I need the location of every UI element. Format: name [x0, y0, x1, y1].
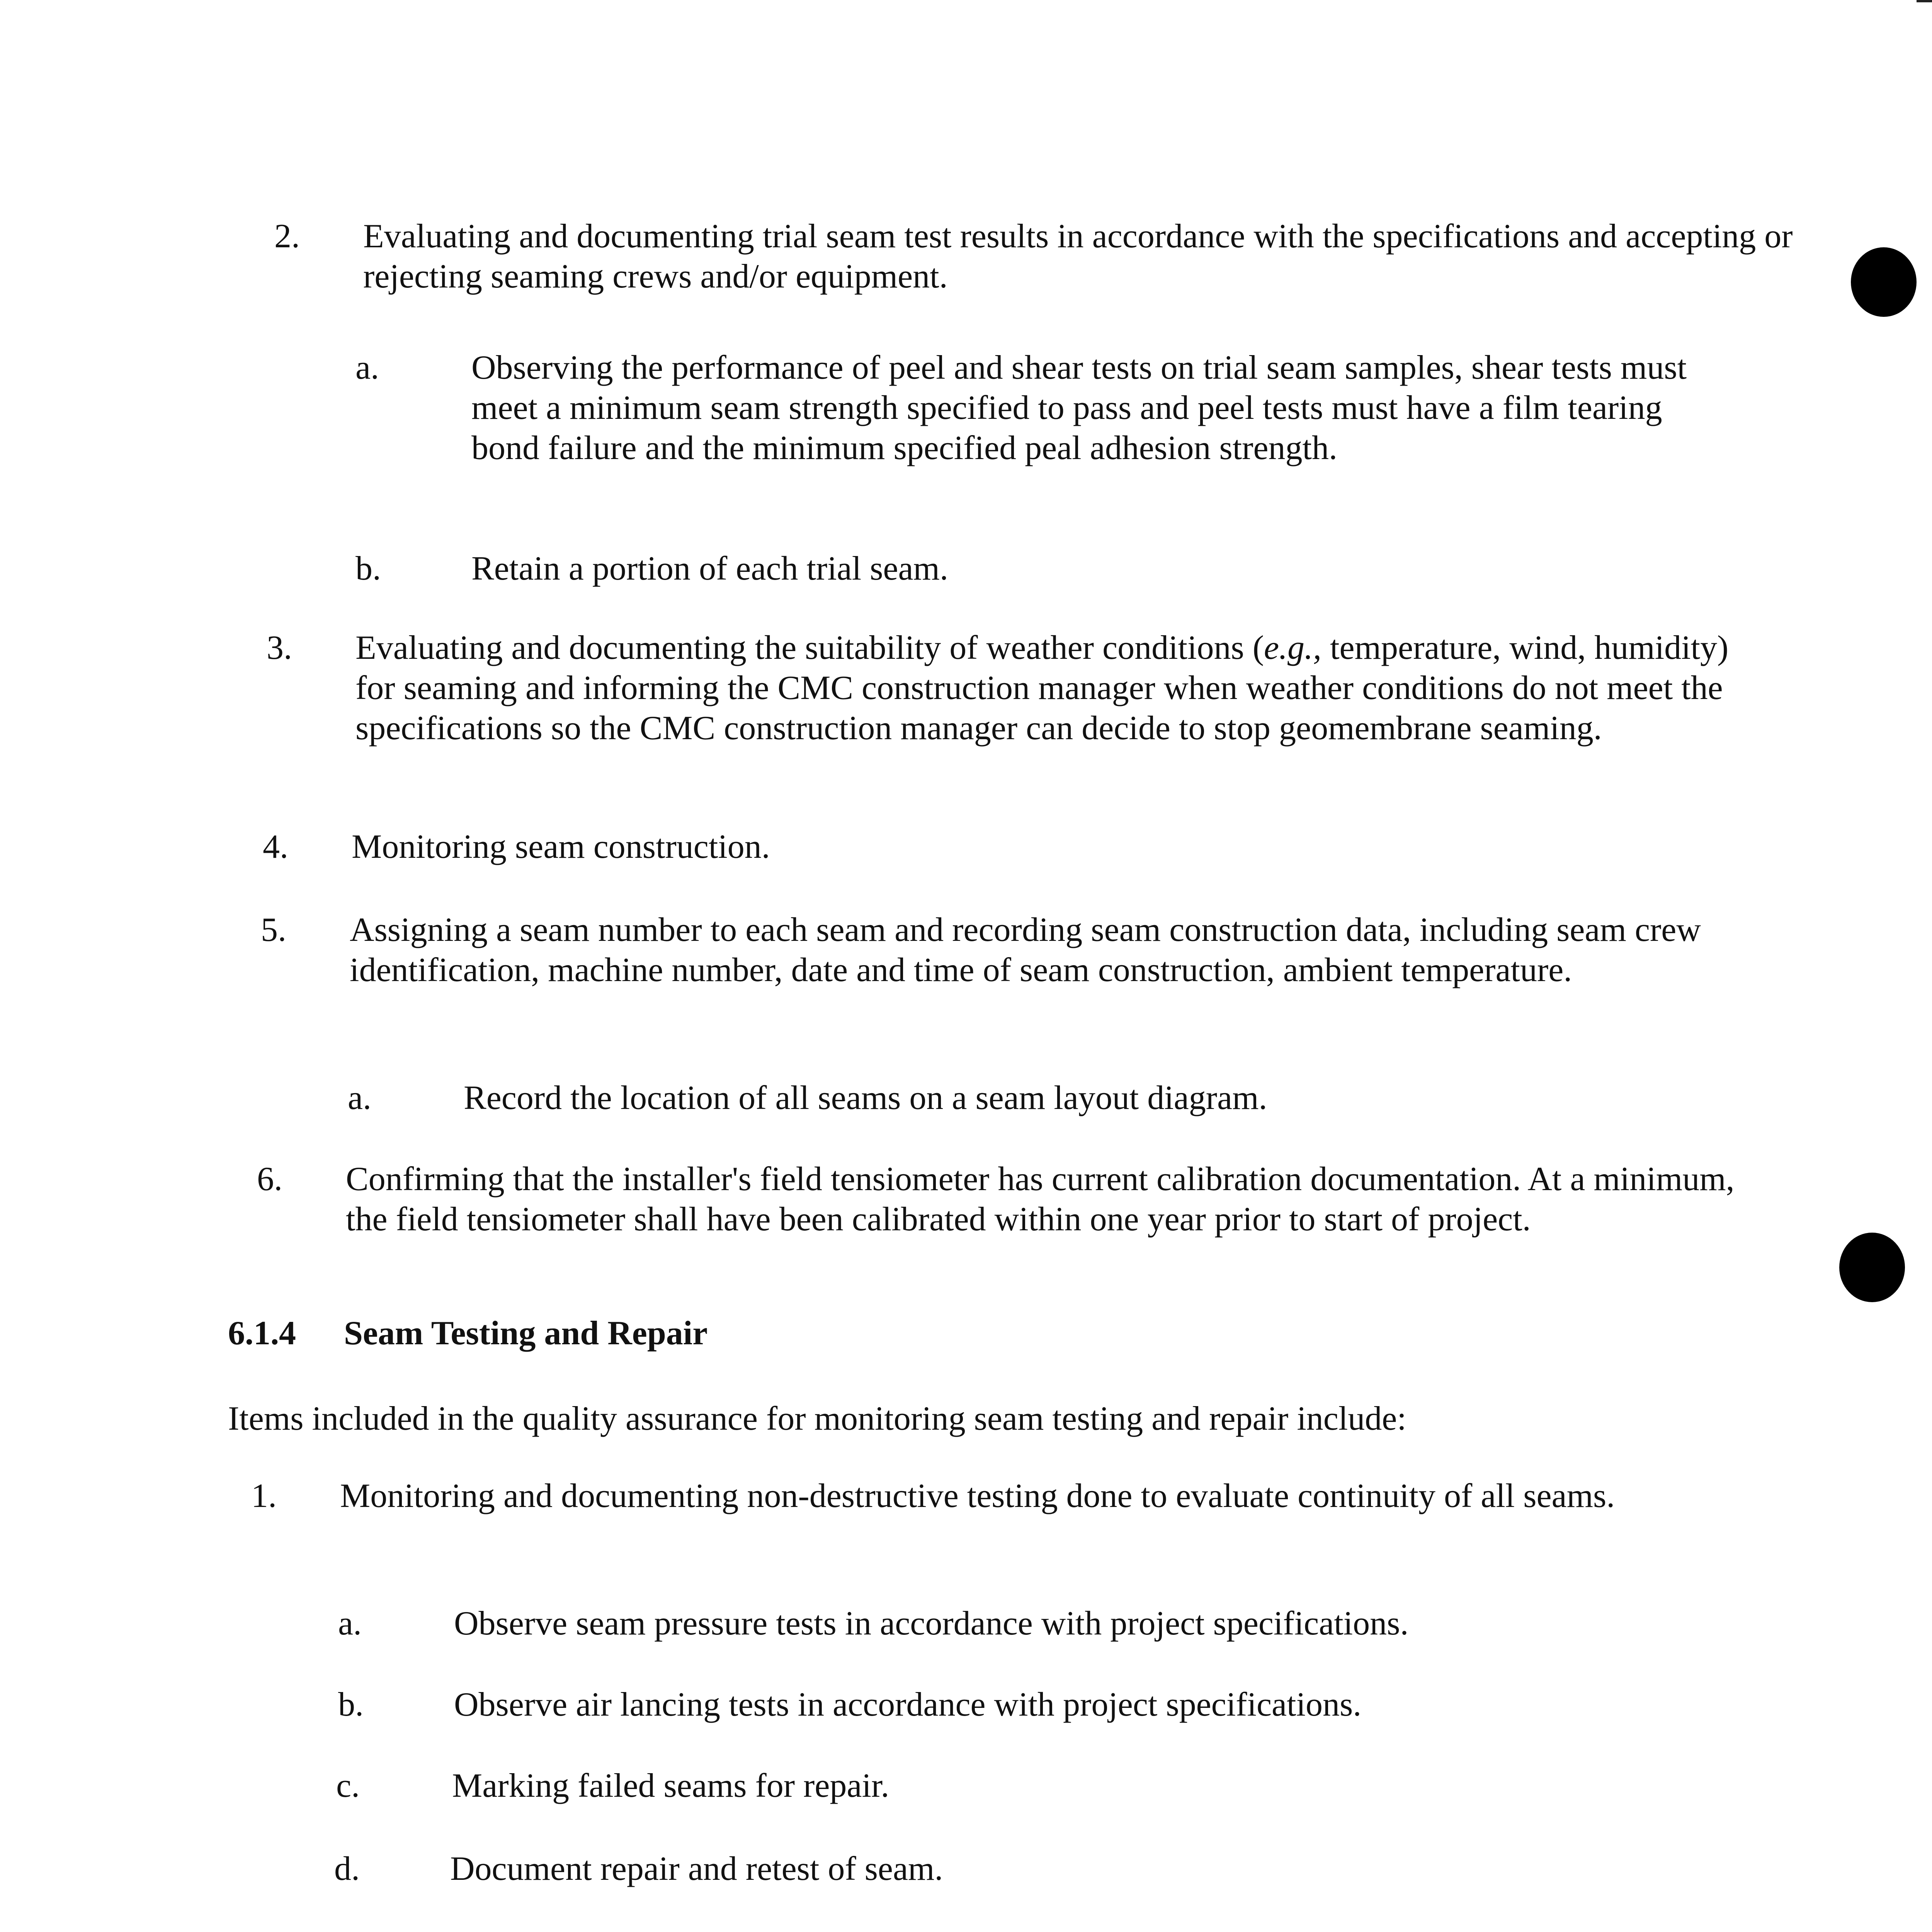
sub-item-letter: a. — [355, 349, 379, 386]
sub-item-letter: c. — [336, 1767, 360, 1804]
section-title: Seam Testing and Repair — [344, 1315, 708, 1352]
sub-item-text: Record the location of all seams on a seam layout diagram. — [464, 1079, 1267, 1117]
scan-edge-mark — [1917, 0, 1932, 2]
punch-hole — [1851, 247, 1917, 317]
sub-item-text: Observe seam pressure tests in accordance with project specifications. — [454, 1605, 1409, 1642]
sub-item-text: Retain a portion of each trial seam. — [471, 550, 948, 587]
sub-list-item — [334, 1849, 1706, 1889]
list-item — [257, 1159, 1737, 1240]
punch-hole — [1839, 1233, 1905, 1302]
list-item — [274, 216, 1793, 297]
list-item-text: Confirming that the installer's field tensiometer has current calibration documentation. At a minimum, the field tensiometer shall have been calibrated within one year prior to start of project. — [346, 1160, 1735, 1238]
list-item-text: Assigning a seam number to each seam and recording seam construction data, including seam crew identification, machine number, date and time of seam construction, ambient temperature. — [350, 911, 1701, 989]
sub-item-text: Observe air lancing tests in accordance with project specifications. — [454, 1686, 1362, 1723]
list-item — [261, 910, 1741, 990]
sub-list-item — [336, 1766, 1708, 1806]
section-heading — [228, 1314, 707, 1353]
list-item-text-italic: e.g., — [1264, 629, 1322, 667]
sub-list-item — [355, 549, 1727, 589]
list-item-number: 3. — [267, 629, 292, 667]
section-number: 6.1.4 — [228, 1315, 296, 1352]
sub-item-letter: a. — [338, 1605, 362, 1642]
sub-item-text: Marking failed seams for repair. — [452, 1767, 889, 1804]
list-item-text: Monitoring seam construction. — [352, 828, 770, 866]
sub-list-item — [338, 1604, 1710, 1644]
sub-list-item — [348, 1078, 1719, 1118]
sub-item-letter: b. — [355, 550, 381, 587]
list-item — [267, 628, 1747, 748]
list-item-text-end: temperature, wind, humidity) for seaming and informing the CMC construction manager when weather conditions do not meet the specifications so the CMC construction manager can decide to stop geomembrane seaming. — [355, 629, 1729, 747]
sub-list-item — [338, 1685, 1710, 1725]
sub-item-letter: d. — [334, 1850, 360, 1888]
list-item — [263, 827, 1781, 867]
list-item-number: 1. — [251, 1477, 277, 1515]
list-item-text: Evaluating and documenting trial seam test results in accordance with the specifications and accepting or rejecting seaming crews and/or equipment. — [363, 218, 1793, 295]
list-item — [251, 1476, 1692, 1516]
sub-item-letter: b. — [338, 1686, 364, 1723]
section-intro: Items included in the quality assurance for monitoring seam testing and repair include: — [228, 1400, 1406, 1437]
sub-item-letter: a. — [348, 1079, 372, 1117]
sub-item-text: Observing the performance of peel and shear tests on trial seam samples, shear tests must meet a minimum seam strength specified to pass and peel tests must have a film tearing bond failure and the minimum specified peal adhesion strength. — [471, 349, 1687, 467]
sub-list-item — [355, 348, 1708, 468]
list-item-text: Monitoring and documenting non-destructive testing done to evaluate continuity of all seams. — [340, 1477, 1615, 1515]
list-item-number: 4. — [263, 828, 288, 866]
list-item-number: 5. — [261, 911, 286, 949]
list-item-number: 6. — [257, 1160, 282, 1198]
list-item-text-start: Evaluating and documenting the suitability of weather conditions ( — [355, 629, 1264, 667]
sub-item-text: Document repair and retest of seam. — [450, 1850, 943, 1888]
list-item-number: 2. — [274, 218, 300, 255]
